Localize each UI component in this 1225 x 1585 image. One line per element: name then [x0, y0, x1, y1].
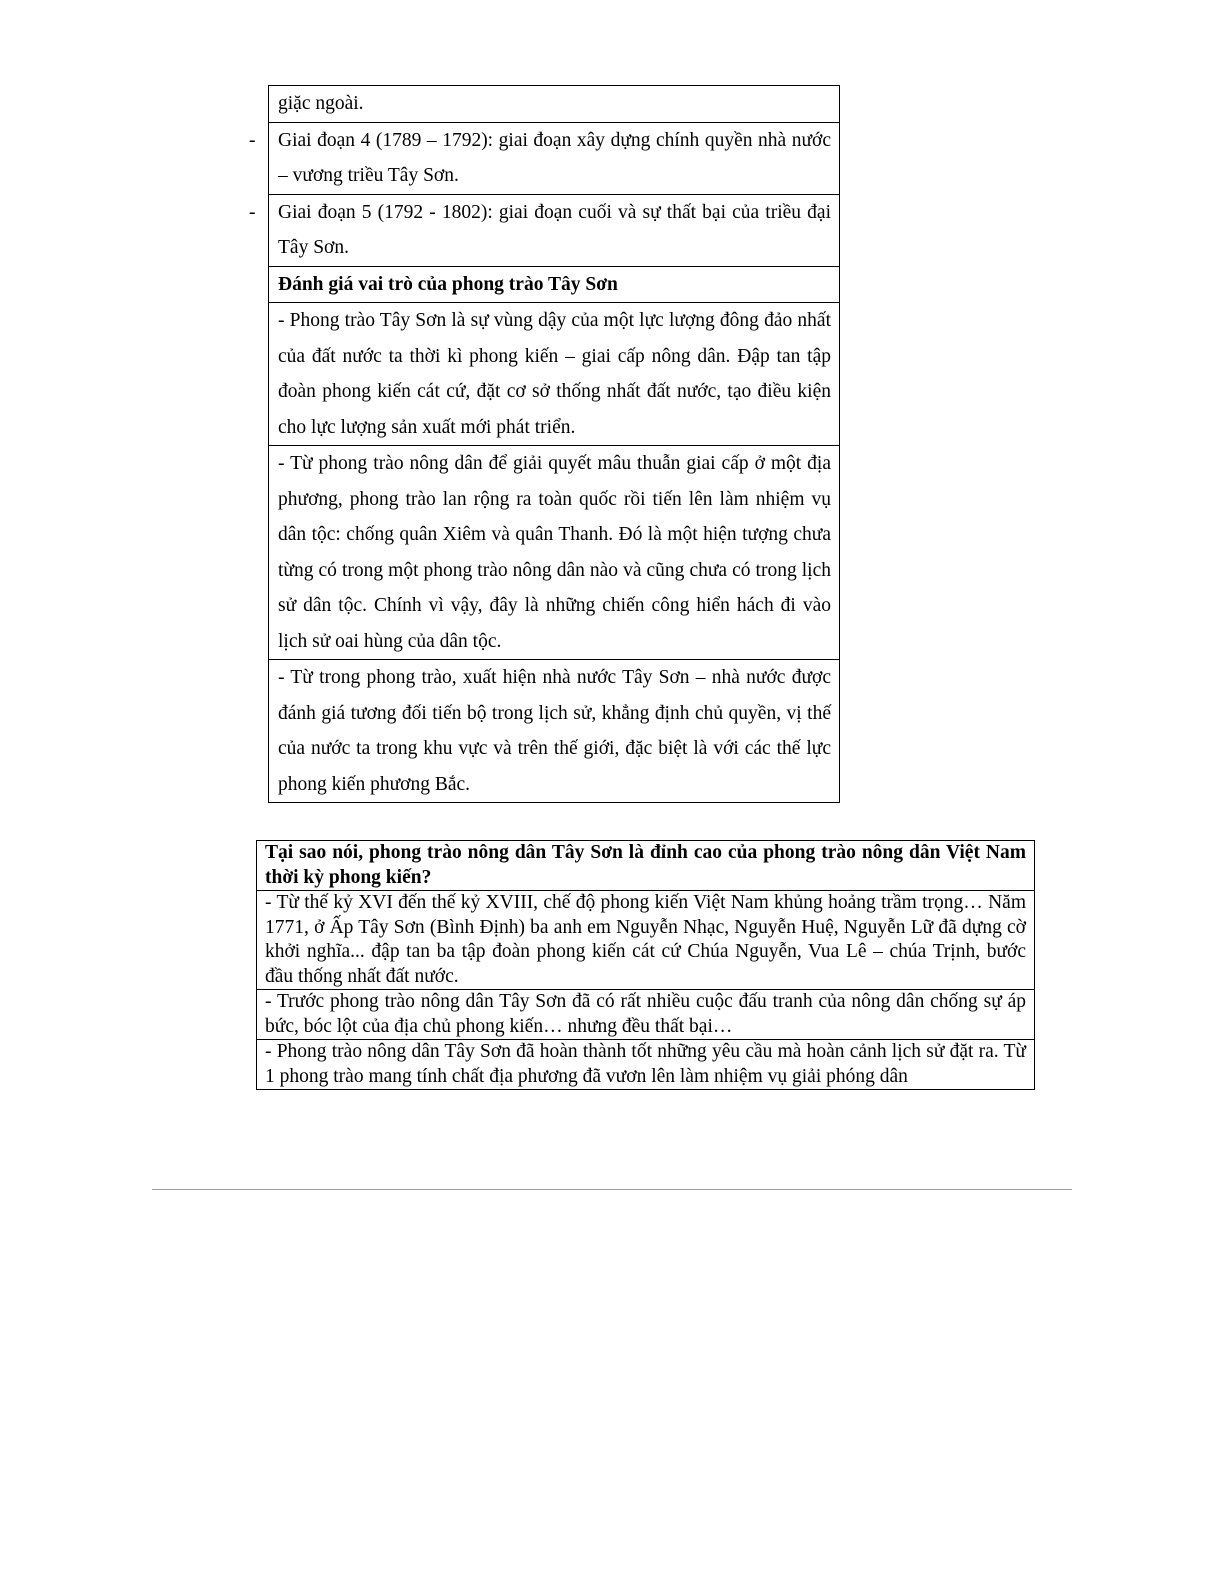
- table-cell: [269, 303, 840, 446]
- table-cell: - Phong trào nông dân Tây Sơn đã hoàn thành tốt những yêu cầu mà hoàn cảnh lịch sử đặt ra. Từ 1 phong trào mang tính chất địa phương đã vươn lên làm nhiệm vụ giải phóng dân: [257, 1040, 1035, 1090]
- cell-text: - Từ phong trào nông dân để giải quyết mâu thuẫn giai cấp ở một địa phương, phong trào lan rộng ra toàn quốc rồi tiến lên làm nhiệm vụ dân tộc: chống quân Xiêm và quân Thanh. Đó là một hiện tượng chưa từng có trong một phong trào nông dân nào và cũng chưa có trong lịch sử dân tộc. Chính vì vậy, đây là những chiến công hiển hách đi vào lịch sử oai hùng của dân tộc.: [278, 453, 831, 652]
- table-row: [269, 266, 840, 303]
- question-answer-table: [256, 840, 1035, 1090]
- table-cell: [249, 122, 840, 194]
- table-row: [269, 86, 840, 123]
- table-row: [269, 446, 840, 660]
- table-row: [257, 990, 1035, 1040]
- table-row: [257, 1040, 1035, 1090]
- table-row: [269, 303, 840, 446]
- table-row: [269, 194, 840, 266]
- cell-text: - Phong trào Tây Sơn là sự vùng dậy của một lực lượng đông đảo nhất của đất nước ta thời kì phong kiến – giai cấp nông dân. Đập tan tập đoàn phong kiến cát cứ, đặt cơ sở thống nhất đất nước, tạo điều kiện cho lực lượng sản xuất mới phát triển.: [278, 310, 831, 438]
- cell-text: giặc ngoài.: [278, 93, 364, 114]
- page-separator: [152, 1189, 1072, 1190]
- cell-text: Giai đoạn 5 (1792 - 1802): giai đoạn cuối và sự thất bại của triều đại Tây Sơn.: [278, 201, 831, 258]
- heading-text: Đánh giá vai trò của phong trào Tây Sơn: [278, 273, 618, 295]
- table-cell: - Trước phong trào nông dân Tây Sơn đã có rất nhiều cuộc đấu tranh của nông dân chống sự áp bức, bóc lột của địa chủ phong kiến… nhưng đều thất bại…: [257, 990, 1035, 1040]
- table-cell: [269, 446, 840, 660]
- history-table-stages: [249, 85, 840, 803]
- question-heading: Tại sao nói, phong trào nông dân Tây Sơn là đỉnh cao của phong trào nông dân Việt Nam thời kỳ phong kiến?: [257, 841, 1035, 891]
- dash-bullet: -: [249, 201, 256, 223]
- table-cell: [269, 86, 840, 123]
- dash-bullet: -: [249, 129, 256, 151]
- table-row: [257, 891, 1035, 990]
- table-cell: [249, 194, 840, 266]
- section-heading: [269, 266, 840, 303]
- table-row: [269, 122, 840, 194]
- cell-text: Giai đoạn 4 (1789 – 1792): giai đoạn xây dựng chính quyền nhà nước – vương triều Tây Sơn.: [278, 129, 831, 186]
- table-cell: - Từ thế kỷ XVI đến thế kỷ XVIII, chế độ phong kiến Việt Nam khủng hoảng trầm trọng… Năm 1771, ở Ấp Tây Sơn (Bình Định) ba anh em Nguyễn Nhạc, Nguyễn Huệ, Nguyễn Lữ đã dựng cờ khởi nghĩa... đập tan ba tập đoàn phong kiến cát cứ Chúa Nguyễn, Vua Lê – chúa Trịnh, bước đầu thống nhất đất nước.: [257, 891, 1035, 990]
- table-cell: [269, 660, 840, 803]
- table-row: [269, 660, 840, 803]
- cell-text: - Từ trong phong trào, xuất hiện nhà nước Tây Sơn – nhà nước được đánh giá tương đối tiến bộ trong lịch sử, khẳng định chủ quyền, vị thế của nước ta trong khu vực và trên thế giới, đặc biệt là với các thế lực phong kiến phương Bắc.: [278, 667, 831, 795]
- table-row: [257, 841, 1035, 891]
